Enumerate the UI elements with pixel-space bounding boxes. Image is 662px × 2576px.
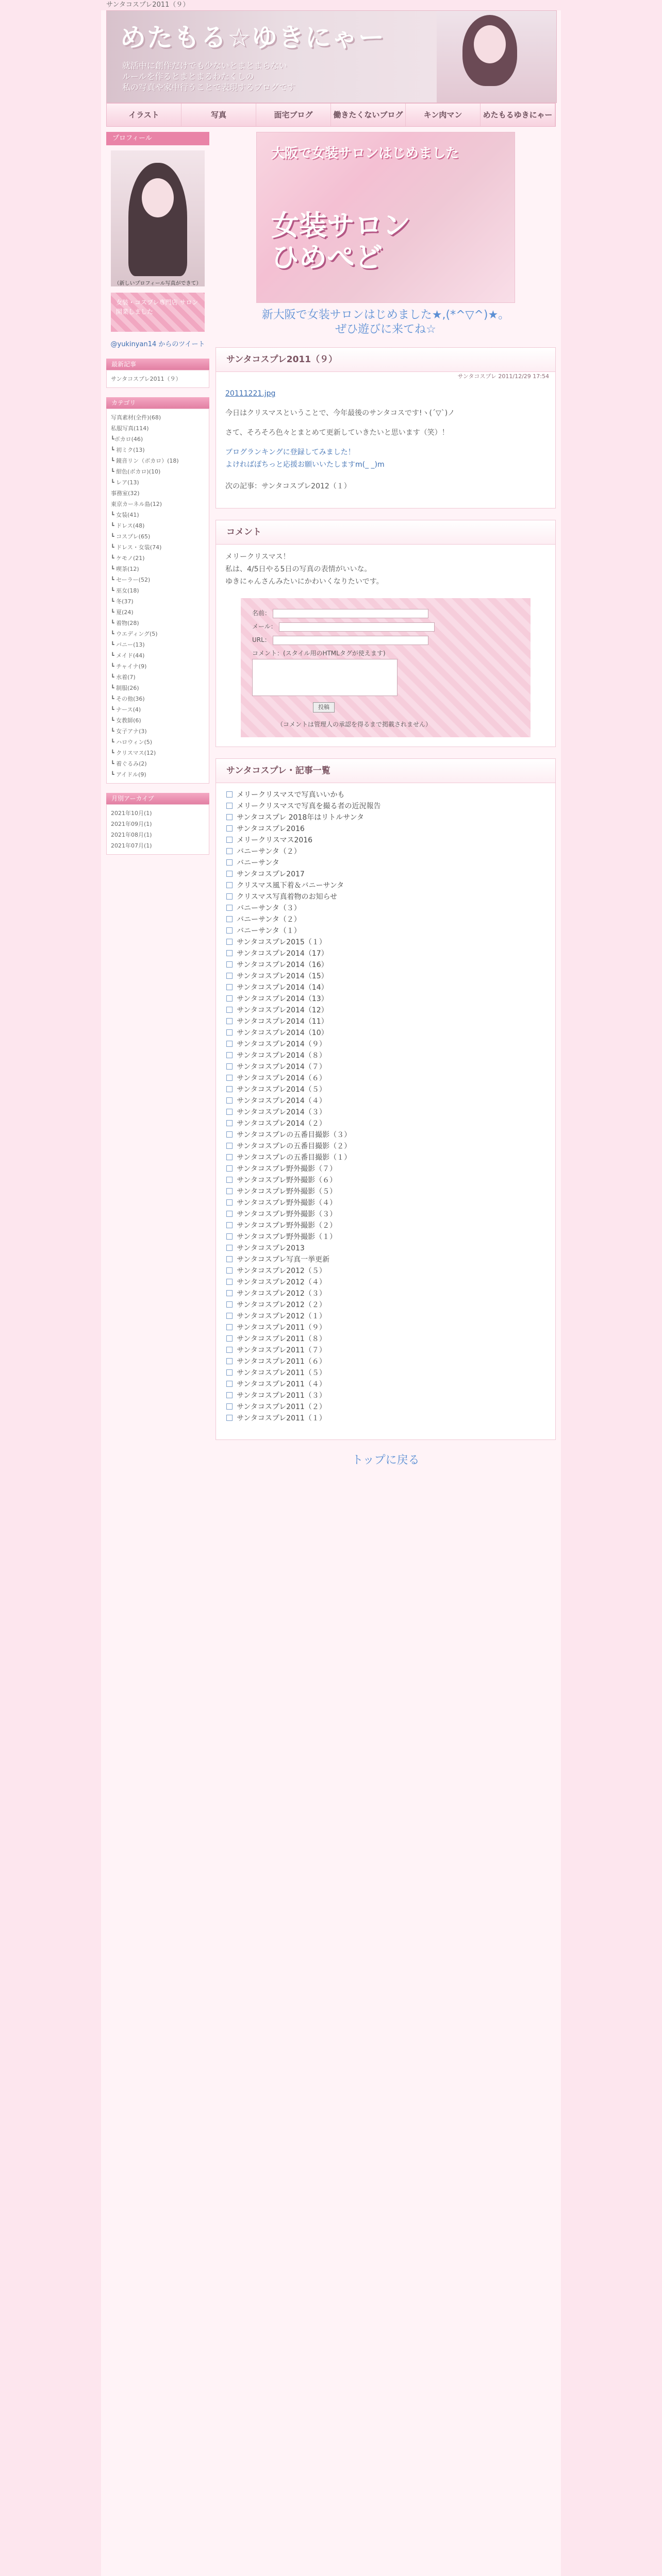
article-list-label: サンタコスプレの五番目撮影（１）	[237, 1154, 352, 1162]
comment-name-row	[252, 608, 428, 618]
article-list-label: バニーサンタ（１）	[237, 927, 301, 935]
bullet-icon	[226, 893, 233, 900]
sidebar-link[interactable]: ┗ボカロ(46)	[111, 436, 143, 443]
article-list-item[interactable]	[225, 857, 546, 869]
article-list-item[interactable]	[225, 812, 546, 823]
bullet-icon	[226, 1324, 233, 1330]
sidebar-link[interactable]: ┗ 冬(37)	[111, 598, 134, 605]
sidebar-link[interactable]: ┗ 制服(26)	[111, 685, 139, 691]
bullet-icon	[226, 1109, 233, 1115]
sidebar-link[interactable]: ┗ 鏡音リン（ボカロ）(18)	[111, 457, 179, 464]
comment-text-label: コメント：(スタイル用のHTMLタグが使えます)	[252, 650, 386, 657]
sidebar-link[interactable]: ┗ ナース(4)	[111, 706, 141, 713]
bullet-icon	[226, 803, 233, 809]
article-list-label: サンタコスプレの五番目撮影（３）	[237, 1131, 352, 1139]
bullet-icon	[226, 1279, 233, 1285]
article-list-label: サンタコスプレ2015（１）	[237, 938, 326, 946]
article-list-item[interactable]	[225, 1277, 546, 1288]
nav-metamor[interactable]: めたもるゆきにゃー	[481, 104, 555, 126]
article-list-item[interactable]	[225, 1311, 546, 1322]
page-wrapper	[101, 10, 561, 2576]
sidebar-link[interactable]: 2021年07月(1)	[111, 842, 152, 849]
article-list-label: サンタコスプレ2011（６）	[237, 1358, 326, 1366]
article-list-label: サンタコスプレ2014（13）	[237, 995, 328, 1003]
bullet-icon	[226, 1143, 233, 1149]
article-list-label: サンタコスプレ2014（９）	[237, 1040, 326, 1048]
blog-entry	[216, 347, 556, 509]
article-list-title: サンタコスプレ・記事一覧	[216, 759, 555, 783]
comment-title: コメント	[216, 520, 555, 545]
sidebar-link[interactable]: ┗ チャイナ(9)	[111, 663, 147, 670]
article-list-label: サンタコスプレ2016	[237, 825, 305, 833]
article-list-item[interactable]	[225, 1095, 546, 1107]
catch-line: 就活中に創作だけでも少ないとまとまらない	[122, 61, 288, 71]
bullet-icon	[226, 1075, 233, 1081]
sidebar-link[interactable]: ┗ ウエディング(5)	[111, 631, 158, 637]
blog-header	[106, 10, 557, 103]
article-list-label: サンタコスプレ2014（11）	[237, 1018, 328, 1026]
bullet-icon	[226, 995, 233, 1002]
main-column	[216, 132, 556, 1479]
bullet-icon	[226, 871, 233, 877]
bullet-icon	[226, 961, 233, 968]
entry-meta	[216, 372, 555, 381]
article-list-label: サンタコスプレ野外撮影（３）	[237, 1210, 337, 1218]
sidebar-link[interactable]: 事務室(32)	[111, 490, 140, 497]
article-list-label: バニーサンタ	[237, 859, 279, 867]
article-list-label: サンタコスプレ2012（３）	[237, 1290, 326, 1298]
bullet-icon	[226, 1290, 233, 1296]
bullet-icon	[226, 1211, 233, 1217]
article-list-item[interactable]	[225, 1050, 546, 1061]
sidebar-link[interactable]: ┗ 初ミク(13)	[111, 447, 145, 453]
blog-name[interactable]: めたもる☆ゆきにゃー	[120, 23, 385, 53]
article-list-item[interactable]	[225, 835, 546, 846]
article-list-item[interactable]	[225, 789, 546, 801]
sidebar-link[interactable]: 2021年09月(1)	[111, 821, 152, 827]
profile-photo	[111, 150, 205, 286]
name-input[interactable]	[273, 609, 428, 618]
article-list-item[interactable]	[225, 1220, 546, 1231]
bullet-icon	[226, 950, 233, 956]
bullet-icon	[226, 1392, 233, 1398]
article-list-label: メリークリスマスで写真いいかも	[237, 791, 345, 799]
mail-label: メール：	[252, 623, 277, 630]
sidebar-link[interactable]: 東京カーネル島(12)	[111, 501, 162, 507]
article-list-item[interactable]	[225, 1299, 546, 1311]
article-list-label: サンタコスプレ2011（７）	[237, 1346, 326, 1354]
bullet-icon	[226, 1358, 233, 1364]
article-list-item[interactable]	[225, 823, 546, 835]
article-list-item[interactable]	[225, 1379, 546, 1390]
bullet-icon	[226, 825, 233, 832]
side-box-title: 月別アーカイブ	[106, 793, 209, 804]
article-list-label: サンタコスプレ2014（４）	[237, 1097, 326, 1105]
article-list-item[interactable]	[225, 1333, 546, 1345]
bullet-icon	[226, 927, 233, 934]
article-list-label: メリークリスマス2016	[237, 836, 313, 844]
side-box-body	[106, 370, 209, 388]
sidebar-link[interactable]: ┗ ドレス・女装(74)	[111, 544, 162, 551]
nav-photo[interactable]: 写真	[181, 104, 256, 126]
entry-paragraph: さて、そろそろ色々とまとめて更新していきたいと思います（笑）！	[225, 429, 449, 437]
article-list-item[interactable]	[225, 948, 546, 959]
sidebar-link[interactable]: ┗ ハロウィン(5)	[111, 739, 153, 745]
bullet-icon	[226, 814, 233, 820]
article-list-item[interactable]	[225, 1401, 546, 1413]
article-list-item[interactable]	[225, 1107, 546, 1118]
salon-hero-banner[interactable]	[256, 132, 515, 303]
article-list-item[interactable]	[225, 1039, 546, 1050]
sidebar-link[interactable]: 2021年10月(1)	[111, 810, 152, 817]
sidebar-link[interactable]: ┗ 喫茶(12)	[111, 566, 139, 572]
article-list-label: サンタコスプレ2014（17）	[237, 950, 328, 958]
side-box-archive	[106, 793, 209, 855]
sidebar	[106, 132, 209, 864]
article-list-item[interactable]	[225, 993, 546, 1005]
sidebar-link[interactable]: ┗ 紺色(ボカロ)(10)	[111, 468, 161, 475]
article-list-label: サンタコスプレ2012（２）	[237, 1301, 326, 1309]
article-list-item[interactable]	[225, 1209, 546, 1220]
article-list-item[interactable]	[225, 880, 546, 891]
bullet-icon	[226, 859, 233, 866]
article-list-label: サンタコスプレ2011（５）	[237, 1369, 326, 1377]
article-list-label: サンタコスプレ野外撮影（１）	[237, 1233, 337, 1241]
side-box-title: 最新記事	[106, 359, 209, 370]
article-list-label: サンタコスプレ2011（８）	[237, 1335, 326, 1343]
bullet-icon	[226, 916, 233, 922]
side-box-body	[106, 804, 209, 855]
sidebar-link[interactable]: サンタコスプレ2011（９）	[111, 376, 181, 382]
bullet-icon	[226, 1347, 233, 1353]
article-list-item[interactable]	[225, 1413, 546, 1424]
entry-category[interactable]: サンタコスプレ	[457, 373, 496, 380]
bullet-icon	[226, 1301, 233, 1308]
sidebar-link[interactable]: ┗ 女装(41)	[111, 512, 139, 518]
side-box-category	[106, 397, 209, 784]
bullet-icon	[226, 837, 233, 843]
article-list-item[interactable]	[225, 1186, 546, 1197]
sidebar-link[interactable]: ┗ セーラー(52)	[111, 577, 151, 583]
article-list-item[interactable]	[225, 1141, 546, 1152]
sidebar-link[interactable]: ┗ 着物(28)	[111, 620, 139, 626]
article-list-item[interactable]	[225, 1061, 546, 1073]
bullet-icon	[226, 905, 233, 911]
article-list-label: サンタコスプレ野外撮影（６）	[237, 1176, 337, 1184]
bullet-icon	[226, 791, 233, 798]
sidebar-link[interactable]: ┗ クリスマス(12)	[111, 750, 156, 756]
sidebar-link[interactable]: ┗ 女子アナ(3)	[111, 728, 147, 735]
article-list-label: サンタコスプレ2014（８）	[237, 1052, 326, 1060]
article-list-item[interactable]	[225, 1152, 546, 1163]
entry-paragraph: 今日はクリスマスということで、今年最後のサンタコスです!ヽ(´▽`)ノ	[225, 409, 455, 417]
article-list-label: サンタコスプレ2014（６）	[237, 1074, 326, 1082]
bullet-icon	[226, 1313, 233, 1319]
article-list-item[interactable]	[225, 1288, 546, 1299]
bullet-icon	[226, 1233, 233, 1240]
article-list-label: サンタコスプレ2014（15）	[237, 972, 328, 980]
sidebar-link[interactable]: 2021年08月(1)	[111, 832, 152, 838]
article-list-label: サンタコスプレ2011（３）	[237, 1392, 326, 1400]
article-list-label: サンタコスプレ2011（２）	[237, 1403, 326, 1411]
bullet-icon	[226, 1381, 233, 1387]
bullet-icon	[226, 1256, 233, 1262]
bullet-icon	[226, 1052, 233, 1058]
sidebar-link[interactable]: 私服写真(114)	[111, 425, 149, 432]
article-list-item[interactable]	[225, 1322, 546, 1333]
catch-line: 私の写真や家中行うことで表現するブログです	[122, 82, 296, 92]
article-list-label: サンタコスプレ2012（４）	[237, 1278, 326, 1286]
bullet-icon	[226, 1007, 233, 1013]
mail-input[interactable]	[279, 622, 435, 632]
comment-note: （コメントは管理人の承認を得るまで掲載されません）	[277, 721, 432, 728]
related-entry[interactable]: 次の記事：サンタコスプレ2012（１）	[225, 482, 351, 490]
article-list-item[interactable]	[225, 1356, 546, 1367]
sidebar-link[interactable]: ┗ 巫女(18)	[111, 587, 139, 594]
bullet-icon	[226, 1222, 233, 1228]
bullet-icon	[226, 1369, 233, 1376]
bullet-icon	[226, 1403, 233, 1410]
bullet-icon	[226, 1029, 233, 1036]
side-box-title: カテゴリ	[106, 397, 209, 409]
article-list-item[interactable]	[225, 937, 546, 948]
salon-banner[interactable]: 女装・コスプレ専門店 サロン開業しました	[111, 293, 205, 332]
side-box-body	[106, 409, 209, 784]
entry-date: 2011/12/29 17:54	[498, 373, 549, 380]
blog-catchphrase	[122, 60, 295, 93]
sidebar-link[interactable]: ┗ その他(36)	[111, 696, 145, 702]
article-list-item[interactable]	[225, 1163, 546, 1175]
article-list-item[interactable]	[225, 869, 546, 880]
article-list-item[interactable]	[225, 1084, 546, 1095]
bullet-icon	[226, 1415, 233, 1421]
article-list-item[interactable]	[225, 1231, 546, 1243]
article-list-item[interactable]	[225, 1175, 546, 1186]
article-list-label: サンタコスプレ2011（９）	[237, 1324, 326, 1332]
article-list-label: サンタコスプレ野外撮影（５）	[237, 1188, 337, 1196]
side-box-recent	[106, 359, 209, 388]
to-top-link[interactable]: トップに戻る	[352, 1454, 420, 1467]
twitter-link[interactable]: @yukinyan14 からのツイート	[110, 341, 205, 348]
article-list-label: サンタコスプレ野外撮影（２）	[237, 1222, 337, 1230]
hero-brand: 女装サロン ひめぺど	[271, 209, 410, 274]
bullet-icon	[226, 1086, 233, 1092]
hero-caption-line: ぜひ遊びに来てね☆	[335, 323, 436, 336]
article-list-label: バニーサンタ（２）	[237, 916, 301, 924]
name-label: 名前：	[252, 609, 271, 617]
bullet-icon	[226, 1120, 233, 1126]
url-input[interactable]	[273, 636, 428, 645]
catch-line: ルールを作るとまとまるわたくしの	[122, 72, 254, 81]
comment-textarea[interactable]	[252, 659, 398, 696]
article-list-label: バニーサンタ（３）	[237, 904, 301, 912]
article-list-label: サンタコスプレ2012（５）	[237, 1267, 326, 1275]
article-list-label: サンタコスプレ2012（１）	[237, 1312, 326, 1320]
bullet-icon	[226, 1335, 233, 1342]
article-list-label: メリークリスマスで写真を撮る者の近況報告	[237, 802, 381, 810]
bullet-icon	[226, 1177, 233, 1183]
article-list-item[interactable]	[225, 982, 546, 993]
article-list-item[interactable]	[225, 1345, 546, 1356]
article-list-label: サンタコスプレ2011（１）	[237, 1414, 326, 1422]
ranking-link[interactable]: ブログランキングに登録してみました！	[225, 448, 355, 456]
article-list-label: サンタコスプレ2017	[237, 870, 305, 878]
article-list-item[interactable]	[225, 914, 546, 925]
nav-lazy-blog[interactable]: 働きたくないブログ	[331, 104, 406, 126]
article-list-item[interactable]	[225, 891, 546, 903]
profile-title: プロフィール	[106, 132, 209, 145]
bullet-icon	[226, 1131, 233, 1138]
bullet-icon	[226, 984, 233, 990]
sidebar-link[interactable]: ┗ 夏(24)	[111, 609, 134, 616]
article-list-label: バニーサンタ（２）	[237, 848, 301, 856]
bullet-icon	[226, 1063, 233, 1070]
bullet-icon	[226, 1188, 233, 1194]
article-list-item[interactable]	[225, 1016, 546, 1027]
entry-title[interactable]: サンタコスプレ2011（９）	[216, 348, 555, 372]
article-list-item[interactable]	[225, 1005, 546, 1016]
sidebar-link[interactable]: ┗ アイドル(9)	[111, 771, 146, 778]
article-list-label: サンタコスプレ野外撮影（４）	[237, 1199, 337, 1207]
sidebar-link[interactable]: ┗ 着ぐるみ(2)	[111, 760, 147, 767]
article-list-label: サンタコスプレ 2018年はリトルサンタ	[237, 814, 364, 822]
article-list-label: サンタコスプレの五番目撮影（２）	[237, 1142, 352, 1150]
submit-button[interactable]: 投稿	[313, 702, 335, 713]
article-list-item[interactable]	[225, 1390, 546, 1401]
nav-illust[interactable]: イラスト	[107, 104, 181, 126]
article-list-label: サンタコスプレ写真一挙更新	[237, 1256, 330, 1264]
profile-caption: （新しいプロフィール写真ができて）	[114, 281, 202, 286]
profile-photo-face	[142, 178, 174, 217]
article-list-label: クリスマス風下着＆バニーサンタ	[237, 882, 344, 890]
comment-form	[241, 598, 531, 737]
article-list	[216, 783, 555, 1430]
sidebar-link[interactable]: ┗ コスプレ(65)	[111, 533, 151, 540]
bullet-icon	[226, 1041, 233, 1047]
ranking-note: よければぽちっと応援お願いいたしますm(_ _)m	[225, 461, 385, 469]
bullet-icon	[226, 1199, 233, 1206]
sidebar-link[interactable]: ┗ メイド(44)	[111, 652, 145, 659]
article-list-item[interactable]	[225, 1243, 546, 1254]
article-list-item[interactable]	[225, 925, 546, 937]
article-list-box	[216, 758, 556, 1440]
article-list-item[interactable]	[225, 1197, 546, 1209]
comment-url-row	[252, 635, 428, 645]
article-list-label: サンタコスプレ2011（４）	[237, 1380, 326, 1388]
entry-image-link[interactable]: 20111221.jpg	[225, 389, 276, 398]
hero-caption-line: 新大阪で女装サロンはじめました★,(*^▽^)★。	[261, 309, 510, 321]
comment-line: 私は、4/5日やる5日の写真の表情がいいな。	[225, 565, 372, 573]
bullet-icon	[226, 882, 233, 888]
nav-kinnikuman[interactable]: キン肉マン	[406, 104, 481, 126]
article-list-label: サンタコスプレ2014（10）	[237, 1029, 328, 1037]
article-list-item[interactable]	[225, 903, 546, 914]
article-list-label: クリスマス写真着物のお知らせ	[237, 893, 338, 901]
bullet-icon	[226, 1245, 233, 1251]
comment-line: メリークリスマス！	[225, 553, 290, 561]
bullet-icon	[226, 848, 233, 854]
article-list-label: サンタコスプレ2013	[237, 1244, 305, 1252]
article-list-item[interactable]	[225, 1129, 546, 1141]
article-list-item[interactable]	[225, 1118, 546, 1129]
comment-section	[216, 520, 556, 747]
article-list-item[interactable]	[225, 846, 546, 857]
sidebar-link[interactable]: ┗ ドレス(48)	[111, 522, 145, 529]
article-list-label: サンタコスプレ2014（16）	[237, 961, 328, 969]
article-list-item[interactable]	[225, 1073, 546, 1084]
sidebar-link[interactable]: ┗ レア(13)	[111, 479, 139, 486]
bullet-icon	[226, 939, 233, 945]
bullet-icon	[226, 1154, 233, 1160]
bullet-icon	[226, 973, 233, 979]
article-list-label: サンタコスプレ2014（12）	[237, 1006, 328, 1014]
bullet-icon	[226, 1267, 233, 1274]
bullet-icon	[226, 1018, 233, 1024]
header-photo	[437, 11, 556, 103]
comment-mail-row	[252, 622, 435, 632]
sidebar-link[interactable]: ┗ バニー(13)	[111, 641, 145, 648]
page-title: サンタコスプレ2011（９）	[106, 1, 190, 9]
nav-blog[interactable]: 面宅ブログ	[256, 104, 331, 126]
comment-body	[216, 545, 555, 594]
article-list-label: サンタコスプレ2014（７）	[237, 1063, 326, 1071]
global-nav	[106, 103, 556, 127]
header-photo-face	[474, 25, 506, 63]
article-list-item[interactable]	[225, 971, 546, 982]
article-list-label: サンタコスプレ野外撮影（７）	[237, 1165, 337, 1173]
bullet-icon	[226, 1165, 233, 1172]
sidebar-link[interactable]: ┗ 女教師(6)	[111, 717, 141, 724]
sidebar-link[interactable]: 写真素材(全件)(68)	[111, 414, 161, 421]
article-list-label: サンタコスプレ2014（３）	[237, 1108, 326, 1116]
article-list-item[interactable]	[225, 959, 546, 971]
bullet-icon	[226, 1097, 233, 1104]
article-list-label: サンタコスプレ2014（２）	[237, 1120, 326, 1128]
article-list-label: サンタコスプレ2014（５）	[237, 1086, 326, 1094]
hero-caption	[216, 308, 556, 337]
url-label: URL：	[252, 636, 271, 643]
article-list-label: サンタコスプレ2014（14）	[237, 984, 328, 992]
hero-title: 大阪で女装サロンはじめました	[271, 146, 459, 161]
sidebar-link[interactable]: ┗ ケモノ(21)	[111, 555, 145, 562]
article-list-item[interactable]	[225, 1027, 546, 1039]
entry-body	[216, 381, 555, 499]
article-list-item[interactable]	[225, 1265, 546, 1277]
article-list-item[interactable]	[225, 1367, 546, 1379]
comment-line: ゆきにゃんさんみたいにかわいくなりたいです。	[225, 578, 384, 586]
sidebar-link[interactable]: ┗ 水着(7)	[111, 674, 136, 681]
article-list-item[interactable]	[225, 1254, 546, 1265]
article-list-item[interactable]	[225, 801, 546, 812]
